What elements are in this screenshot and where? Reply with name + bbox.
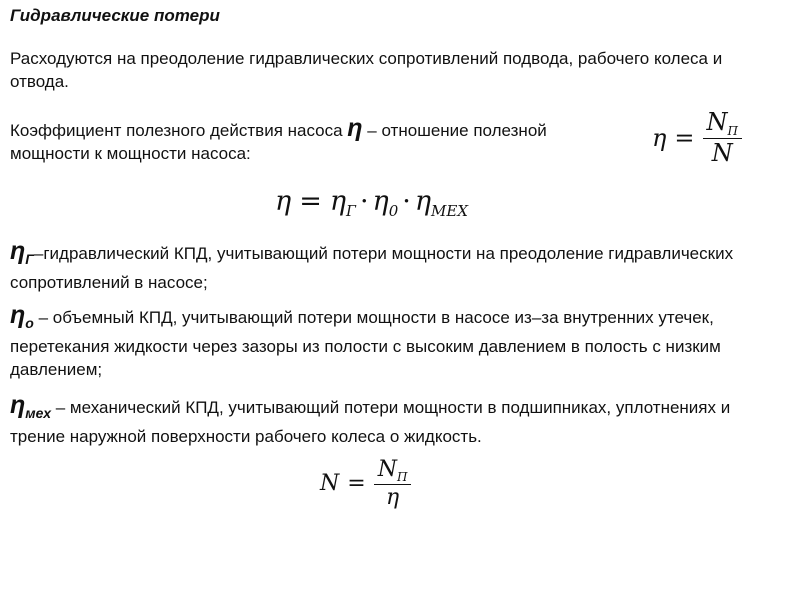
formula2-t3-sub: МЕХ: [431, 202, 469, 220]
definition-text: – механический КПД, учитывающий потери мощности в подшипниках, уплотнениях и трение наружной поверхности рабочего колеса о жидкость.: [10, 398, 731, 446]
formula2-t1: η: [329, 186, 346, 217]
formula3-fraction: [374, 457, 412, 510]
definition-text: –гидравлический КПД, учитывающий потери мощности на преодоление гидравлических сопротивлений в насосе;: [10, 244, 734, 292]
eta-subscript: мех: [25, 405, 52, 421]
efficiency-paragraph: [10, 114, 570, 165]
formula1-num-main: N: [706, 108, 728, 136]
formula2-dot1: ·: [359, 186, 369, 217]
formula-efficiency-product: [275, 186, 468, 220]
formula1-lhs: η: [652, 123, 667, 152]
efficiency-suffix: – отношение полезной мощности к мощности насоса:: [10, 121, 547, 163]
formula3-numerator: [374, 457, 412, 484]
formula1-equals: =: [674, 123, 695, 152]
definition-mechanical-efficiency: [10, 391, 785, 448]
formula-pump-power: [320, 457, 411, 510]
eta-symbol: η: [347, 114, 363, 142]
formula2-equals: =: [299, 186, 322, 217]
eta-symbol: η: [10, 301, 26, 329]
eta-symbol: η: [10, 237, 26, 265]
formula3-num-main: N: [377, 457, 397, 482]
intro-paragraph: Расходуются на преодоление гидравлических сопротивлений подвода, рабочего колеса и отвода.: [10, 49, 723, 91]
formula2-t2: η: [372, 186, 389, 217]
formula1-numerator: [703, 108, 742, 138]
formula1-num-sub: П: [727, 124, 738, 138]
formula2-t2-sub: 0: [388, 202, 399, 220]
formula2-dot2: ·: [402, 186, 411, 217]
formula2-t3: η: [414, 186, 432, 217]
efficiency-prefix: Коэффициент полезного действия насоса: [10, 121, 348, 140]
formula3-equals: =: [347, 471, 366, 496]
formula1-fraction: [703, 108, 742, 167]
formula-efficiency-ratio: [652, 108, 742, 167]
definition-hydraulic-efficiency: [10, 237, 785, 294]
definition-volumetric-efficiency: [10, 301, 785, 381]
eta-subscript: о: [25, 315, 34, 331]
formula3-num-sub: П: [396, 470, 408, 484]
formula3-denominator: η: [385, 485, 400, 510]
formula2-t1-sub: Г: [346, 202, 356, 220]
eta-symbol: η: [10, 391, 26, 419]
definition-text: – объемный КПД, учитывающий потери мощности в насосе из–за внутренних утечек, перетекания жидкости через зазоры из полости с высоким давлением в полость с низким давлением;: [10, 308, 721, 379]
eta-subscript: Г: [25, 251, 34, 267]
formula2-lhs: η: [275, 186, 292, 217]
formula1-denominator: N: [711, 139, 733, 167]
formula3-lhs: N: [320, 471, 340, 496]
page-title: Гидравлические потери: [10, 6, 220, 25]
